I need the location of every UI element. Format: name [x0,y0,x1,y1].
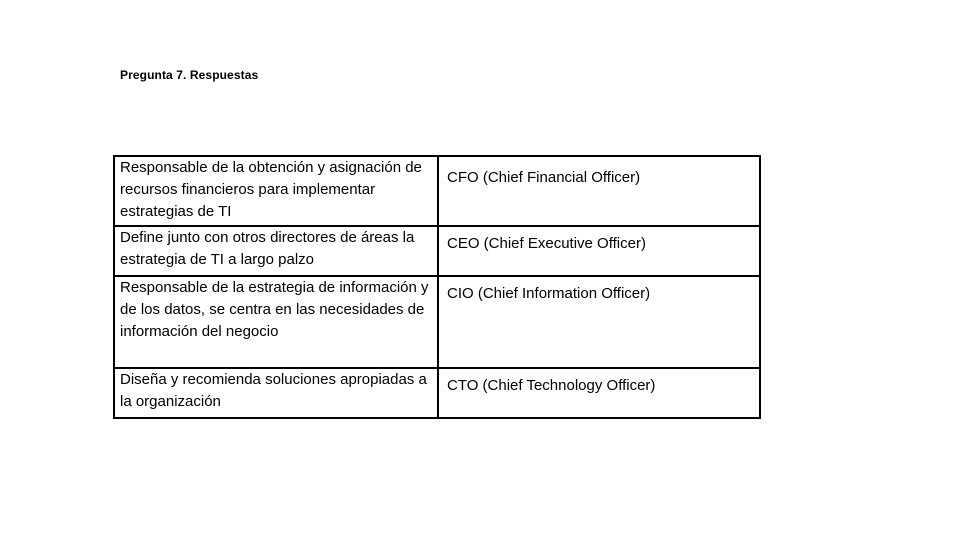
role-cell: CEO (Chief Executive Officer) [438,226,760,276]
role-cell: CTO (Chief Technology Officer) [438,368,760,418]
description-cell: Diseña y recomienda soluciones apropiadas a la organización [114,368,438,418]
description-cell: Responsable de la estrategia de información y de los datos, se centra en las necesidades de información del negocio [114,276,438,368]
description-cell: Responsable de la obtención y asignación de recursos financieros para implementar estrategias de TI [114,156,438,226]
table-row [114,226,760,276]
role-cell: CIO (Chief Information Officer) [438,276,760,368]
table-row [114,368,760,418]
answers-table [113,155,761,419]
page-title: Pregunta 7. Respuestas [120,68,259,82]
description-cell: Define junto con otros directores de áreas la estrategia de TI a largo palzo [114,226,438,276]
table-row [114,156,760,226]
table-row [114,276,760,368]
role-cell: CFO (Chief Financial Officer) [438,156,760,226]
